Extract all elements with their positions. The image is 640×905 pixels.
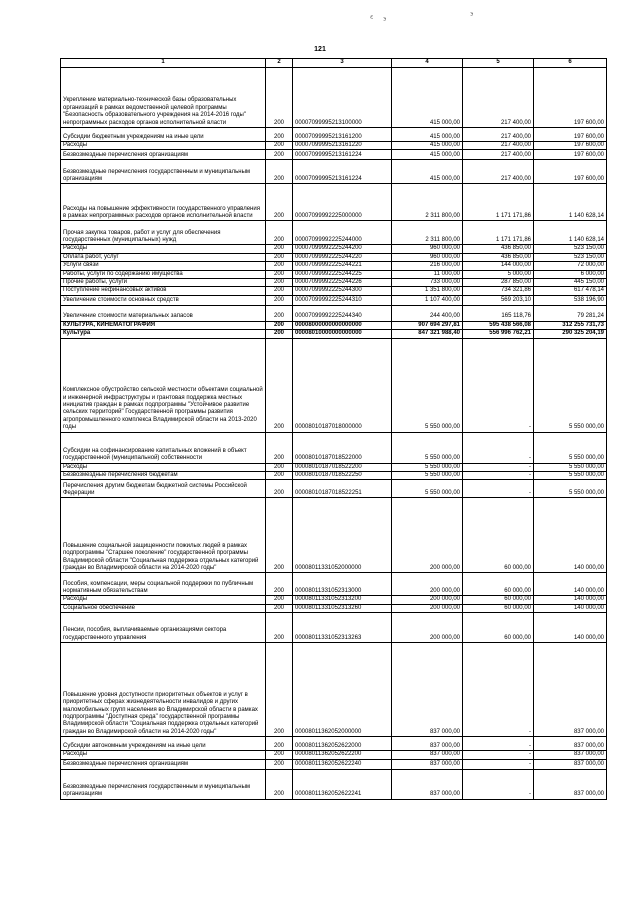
row-name-cell: Расходы	[61, 142, 266, 150]
row-kbk-cell: 00007099995213161200	[293, 128, 392, 142]
row-name-cell: Увеличение стоимости материальных запасов	[61, 305, 266, 321]
row-rest-cell: 140 000,00	[534, 604, 607, 612]
row-plan-cell: 837 000,00	[392, 769, 463, 799]
row-name-cell: Увеличение стоимости основных средств	[61, 295, 266, 305]
row-code-cell: 200	[266, 253, 293, 261]
table-row	[61, 759, 607, 769]
row-code-cell: 200	[266, 472, 293, 480]
row-code-cell: 200	[266, 769, 293, 799]
row-name-cell: Социальное обеспечение	[61, 604, 266, 612]
row-done-cell: 60 000,00	[463, 498, 534, 573]
row-done-cell: 217 400,00	[463, 68, 534, 128]
row-done-cell: -	[463, 338, 534, 432]
row-done-cell: 217 400,00	[463, 160, 534, 184]
table-row	[61, 472, 607, 480]
row-code-cell: 200	[266, 270, 293, 278]
table-row	[61, 643, 607, 737]
row-done-cell: 1 171 171,86	[463, 221, 534, 245]
table-row	[61, 150, 607, 160]
row-code-cell: 200	[266, 432, 293, 463]
row-code-cell: 200	[266, 245, 293, 253]
row-rest-cell: 290 325 204,19	[534, 330, 607, 338]
row-kbk-cell: 00008010187018522251	[293, 480, 392, 498]
row-name-cell: Расходы	[61, 596, 266, 604]
table-row	[61, 769, 607, 799]
row-done-cell: 60 000,00	[463, 573, 534, 596]
table-row	[61, 498, 607, 573]
row-code-cell: 200	[266, 321, 293, 329]
row-plan-cell: 415 000,00	[392, 160, 463, 184]
table-row	[61, 142, 607, 150]
row-kbk-cell: 00007099992225244300	[293, 287, 392, 295]
row-code-cell: 200	[266, 643, 293, 737]
column-header: 6	[534, 59, 607, 68]
row-rest-cell: 837 000,00	[534, 769, 607, 799]
row-kbk-cell: 00007099992225244340	[293, 305, 392, 321]
row-done-cell: -	[463, 480, 534, 498]
row-kbk-cell: 00008011362052622240	[293, 759, 392, 769]
table-row	[61, 596, 607, 604]
row-plan-cell: 5 550 000,00	[392, 472, 463, 480]
row-kbk-cell: 00007099995213100000	[293, 68, 392, 128]
row-done-cell: 734 321,86	[463, 287, 534, 295]
row-done-cell: 1 171 171,86	[463, 184, 534, 221]
row-plan-cell: 200 000,00	[392, 613, 463, 643]
row-rest-cell: 140 000,00	[534, 573, 607, 596]
row-done-cell: -	[463, 643, 534, 737]
row-rest-cell: 523 150,00	[534, 245, 607, 253]
row-rest-cell: 79 281,24	[534, 305, 607, 321]
row-rest-cell: 197 600,00	[534, 128, 607, 142]
row-code-cell: 200	[266, 751, 293, 759]
row-code-cell: 200	[266, 463, 293, 471]
row-kbk-cell: 00007099992225244226	[293, 279, 392, 287]
row-kbk-cell: 00008011331052313263	[293, 613, 392, 643]
table-row	[61, 751, 607, 759]
scan-mark: ᵌ	[470, 11, 474, 22]
row-kbk-cell: 00008010187018522200	[293, 463, 392, 471]
row-name-cell: Безвозмездные перечисления государственным и муниципальным организациям	[61, 160, 266, 184]
row-done-cell: 595 438 566,08	[463, 321, 534, 329]
row-code-cell: 200	[266, 142, 293, 150]
row-code-cell: 200	[266, 295, 293, 305]
row-plan-cell: 960 000,00	[392, 253, 463, 261]
row-rest-cell: 523 150,00	[534, 253, 607, 261]
table-row	[61, 573, 607, 596]
row-plan-cell: 1 351 800,00	[392, 287, 463, 295]
row-code-cell: 200	[266, 68, 293, 128]
row-plan-cell: 415 000,00	[392, 128, 463, 142]
row-done-cell: -	[463, 472, 534, 480]
row-plan-cell: 415 000,00	[392, 150, 463, 160]
row-plan-cell: 5 550 000,00	[392, 480, 463, 498]
row-plan-cell: 847 321 988,40	[392, 330, 463, 338]
row-done-cell: 144 000,00	[463, 262, 534, 270]
row-code-cell: 200	[266, 604, 293, 612]
row-done-cell: 287 850,00	[463, 279, 534, 287]
row-name-cell: Укрепление материально-технической базы образовательных организаций в рамках ведомственной целевой программы "Безопасность образовательного учреждения на 2014-2016 годы" непрограммных расходов органов исполнительной власти	[61, 68, 266, 128]
column-header: 1	[61, 59, 266, 68]
table-row	[61, 432, 607, 463]
row-done-cell: -	[463, 432, 534, 463]
table-row	[61, 262, 607, 270]
row-plan-cell: 960 000,00	[392, 245, 463, 253]
row-name-cell: Оплата работ, услуг	[61, 253, 266, 261]
row-name-cell: Перечисления другим бюджетам бюджетной системы Российской Федерации	[61, 480, 266, 498]
row-code-cell: 200	[266, 480, 293, 498]
table-row	[61, 463, 607, 471]
row-code-cell: 200	[266, 128, 293, 142]
row-kbk-cell: 00008010000000000000	[293, 330, 392, 338]
row-plan-cell: 415 000,00	[392, 68, 463, 128]
row-kbk-cell: 00007099992225244220	[293, 253, 392, 261]
row-done-cell: -	[463, 463, 534, 471]
table-header-row	[61, 59, 607, 68]
row-plan-cell: 2 311 800,00	[392, 184, 463, 221]
row-rest-cell: 140 000,00	[534, 498, 607, 573]
table-row	[61, 613, 607, 643]
row-code-cell: 200	[266, 573, 293, 596]
table-row	[61, 295, 607, 305]
row-kbk-cell: 00008011362052000000	[293, 643, 392, 737]
row-code-cell: 200	[266, 759, 293, 769]
row-kbk-cell: 00007099992225244221	[293, 262, 392, 270]
row-code-cell: 200	[266, 498, 293, 573]
table-row	[61, 305, 607, 321]
row-kbk-cell: 00008011362052622200	[293, 751, 392, 759]
row-plan-cell: 200 000,00	[392, 604, 463, 612]
table-row	[61, 128, 607, 142]
row-rest-cell: 312 255 731,73	[534, 321, 607, 329]
row-code-cell: 200	[266, 596, 293, 604]
row-code-cell: 200	[266, 221, 293, 245]
row-plan-cell: 837 000,00	[392, 759, 463, 769]
row-plan-cell: 200 000,00	[392, 573, 463, 596]
row-kbk-cell: 00007099995213161224	[293, 160, 392, 184]
row-rest-cell: 5 550 000,00	[534, 463, 607, 471]
row-rest-cell: 5 550 000,00	[534, 480, 607, 498]
row-name-cell: Прочие работы, услуги	[61, 279, 266, 287]
row-plan-cell: 11 000,00	[392, 270, 463, 278]
row-plan-cell: 216 000,00	[392, 262, 463, 270]
column-header: 5	[463, 59, 534, 68]
row-kbk-cell: 00007099992225244200	[293, 245, 392, 253]
row-plan-cell: 200 000,00	[392, 498, 463, 573]
row-kbk-cell: 00007099992225244310	[293, 295, 392, 305]
row-plan-cell: 200 000,00	[392, 596, 463, 604]
column-header: 3	[293, 59, 392, 68]
row-done-cell: 60 000,00	[463, 613, 534, 643]
row-kbk-cell: 00007099992225000000	[293, 184, 392, 221]
row-name-cell: Безвозмездные перечисления государственным и муниципальным организациям	[61, 769, 266, 799]
row-name-cell: Повышение социальной защищенности пожилых людей в рамках подпрограммы "Старшее поколение" государственной программы Владимирской области "Социальная поддержка отдельных категорий граждан во Владимирской области на 2014-2020 годы"	[61, 498, 266, 573]
table-row	[61, 604, 607, 612]
row-rest-cell: 72 000,00	[534, 262, 607, 270]
row-code-cell: 200	[266, 160, 293, 184]
table-row	[61, 321, 607, 329]
row-done-cell: -	[463, 737, 534, 751]
row-name-cell: Услуги связи	[61, 262, 266, 270]
budget-execution-table	[60, 58, 607, 800]
row-rest-cell: 837 000,00	[534, 759, 607, 769]
row-code-cell: 200	[266, 338, 293, 432]
row-rest-cell: 140 000,00	[534, 596, 607, 604]
row-rest-cell: 197 600,00	[534, 160, 607, 184]
table-row	[61, 287, 607, 295]
row-name-cell: Расходы	[61, 751, 266, 759]
page-number: 121	[314, 46, 326, 53]
row-plan-cell: 5 550 000,00	[392, 432, 463, 463]
table-row	[61, 330, 607, 338]
row-name-cell: Культура	[61, 330, 266, 338]
row-done-cell: 5 000,00	[463, 270, 534, 278]
column-header: 2	[266, 59, 293, 68]
row-done-cell: -	[463, 759, 534, 769]
row-name-cell: Прочая закупка товаров, работ и услуг для обеспечения государственных (муниципальных) нужд	[61, 221, 266, 245]
row-kbk-cell: 00007099992225244225	[293, 270, 392, 278]
row-name-cell: КУЛЬТУРА, КИНЕМАТОГРАФИЯ	[61, 321, 266, 329]
row-kbk-cell: 00008011331052000000	[293, 498, 392, 573]
row-kbk-cell: 00007099995213161224	[293, 150, 392, 160]
row-rest-cell: 837 000,00	[534, 737, 607, 751]
row-kbk-cell: 00008011331052313200	[293, 596, 392, 604]
row-name-cell: Безвозмездные перечисления бюджетам	[61, 472, 266, 480]
row-name-cell: Пособия, компенсации, меры социальной поддержки по публичным нормативным обязательствам	[61, 573, 266, 596]
row-plan-cell: 2 311 800,00	[392, 221, 463, 245]
row-done-cell: 217 400,00	[463, 128, 534, 142]
row-rest-cell: 6 000,00	[534, 270, 607, 278]
row-rest-cell: 197 600,00	[534, 142, 607, 150]
row-rest-cell: 197 600,00	[534, 150, 607, 160]
row-name-cell: Безвозмездные перечисления организациям	[61, 150, 266, 160]
table-row	[61, 279, 607, 287]
row-kbk-cell: 00008011362052622241	[293, 769, 392, 799]
row-name-cell: Расходы на повышение эффективности государственного управления в рамках непрограммных расходов органов исполнительной власти	[61, 184, 266, 221]
row-code-cell: 200	[266, 279, 293, 287]
row-code-cell: 200	[266, 737, 293, 751]
row-code-cell: 200	[266, 330, 293, 338]
row-name-cell: Субсидии автономным учреждениям на иные цели	[61, 737, 266, 751]
row-name-cell: Субсидии на софинансирование капитальных вложений в объект государственной (муниципальной) собственности	[61, 432, 266, 463]
table-row	[61, 480, 607, 498]
row-name-cell: Поступление нефинансовых активов	[61, 287, 266, 295]
row-name-cell: Пенсии, пособия, выплачиваемые организациями сектора государственного управления	[61, 613, 266, 643]
row-name-cell: Работы, услуги по содержанию имущества	[61, 270, 266, 278]
column-header: 4	[392, 59, 463, 68]
row-code-cell: 200	[266, 150, 293, 160]
row-code-cell: 200	[266, 613, 293, 643]
row-rest-cell: 538 196,90	[534, 295, 607, 305]
scan-mark: ᵋ	[370, 14, 374, 25]
row-name-cell: Расходы	[61, 245, 266, 253]
row-plan-cell: 1 107 400,00	[392, 295, 463, 305]
row-rest-cell: 1 140 628,14	[534, 184, 607, 221]
row-plan-cell: 907 694 297,81	[392, 321, 463, 329]
table-row	[61, 221, 607, 245]
row-plan-cell: 415 000,00	[392, 142, 463, 150]
row-done-cell: 165 118,76	[463, 305, 534, 321]
row-rest-cell: 197 600,00	[534, 68, 607, 128]
row-kbk-cell: 00008010187018522000	[293, 432, 392, 463]
row-code-cell: 200	[266, 262, 293, 270]
row-plan-cell: 733 000,00	[392, 279, 463, 287]
row-rest-cell: 837 000,00	[534, 751, 607, 759]
row-done-cell: 217 400,00	[463, 142, 534, 150]
table-row	[61, 68, 607, 128]
row-name-cell: Повышение уровня доступности приоритетных объектов и услуг в приоритетных сферах жизнедеятельности инвалидов и других маломобильных групп населения во Владимирской области в рамках подпрограммы "Доступная среда" государственной программы Владимирской области "Социальная поддержка отдельных категорий граждан во Владимирской области на 2014-2020 годы"	[61, 643, 266, 737]
row-rest-cell: 445 150,00	[534, 279, 607, 287]
row-rest-cell: 617 478,14	[534, 287, 607, 295]
row-kbk-cell: 00007099995213161220	[293, 142, 392, 150]
row-plan-cell: 5 550 000,00	[392, 463, 463, 471]
row-plan-cell: 5 550 000,00	[392, 338, 463, 432]
row-done-cell: 217 400,00	[463, 150, 534, 160]
row-kbk-cell: 00008011362052622000	[293, 737, 392, 751]
table-row	[61, 270, 607, 278]
row-rest-cell: 1 140 628,14	[534, 221, 607, 245]
row-rest-cell: 5 550 000,00	[534, 472, 607, 480]
row-kbk-cell: 00008010187018522250	[293, 472, 392, 480]
row-rest-cell: 5 550 000,00	[534, 432, 607, 463]
row-done-cell: 436 850,00	[463, 245, 534, 253]
row-done-cell: -	[463, 751, 534, 759]
row-plan-cell: 837 000,00	[392, 737, 463, 751]
row-kbk-cell: 00008011331052313000	[293, 573, 392, 596]
row-code-cell: 200	[266, 287, 293, 295]
table-row	[61, 338, 607, 432]
row-kbk-cell: 00008000000000000000	[293, 321, 392, 329]
row-name-cell: Субсидии бюджетным учреждениям на иные цели	[61, 128, 266, 142]
row-plan-cell: 837 000,00	[392, 751, 463, 759]
row-kbk-cell: 00008010187018000000	[293, 338, 392, 432]
table-row	[61, 253, 607, 261]
row-done-cell: -	[463, 769, 534, 799]
table-row	[61, 737, 607, 751]
table-row	[61, 245, 607, 253]
table-row	[61, 160, 607, 184]
table-row	[61, 184, 607, 221]
scan-mark: ᵌ	[383, 16, 387, 27]
row-name-cell: Расходы	[61, 463, 266, 471]
row-name-cell: Безвозмездные перечисления организациям	[61, 759, 266, 769]
row-done-cell: 556 996 762,21	[463, 330, 534, 338]
row-plan-cell: 837 000,00	[392, 643, 463, 737]
row-name-cell: Комплексное обустройство сельской местности объектами социальной и инженерной инфраструктуры и грантовая поддержка местных инициатив граждан в рамках подпрограммы "Устойчивое развитие сельских территорий" Государственной программы развития агропромышленного комплекса Владимирской области на 2013-2020 годы	[61, 338, 266, 432]
row-rest-cell: 140 000,00	[534, 613, 607, 643]
row-done-cell: 436 850,00	[463, 253, 534, 261]
row-kbk-cell: 00008011331052313260	[293, 604, 392, 612]
row-code-cell: 200	[266, 184, 293, 221]
row-plan-cell: 244 400,00	[392, 305, 463, 321]
row-done-cell: 60 000,00	[463, 604, 534, 612]
row-done-cell: 569 203,10	[463, 295, 534, 305]
row-code-cell: 200	[266, 305, 293, 321]
row-rest-cell: 5 550 000,00	[534, 338, 607, 432]
row-kbk-cell: 00007099992225244000	[293, 221, 392, 245]
row-rest-cell: 837 000,00	[534, 643, 607, 737]
row-done-cell: 60 000,00	[463, 596, 534, 604]
